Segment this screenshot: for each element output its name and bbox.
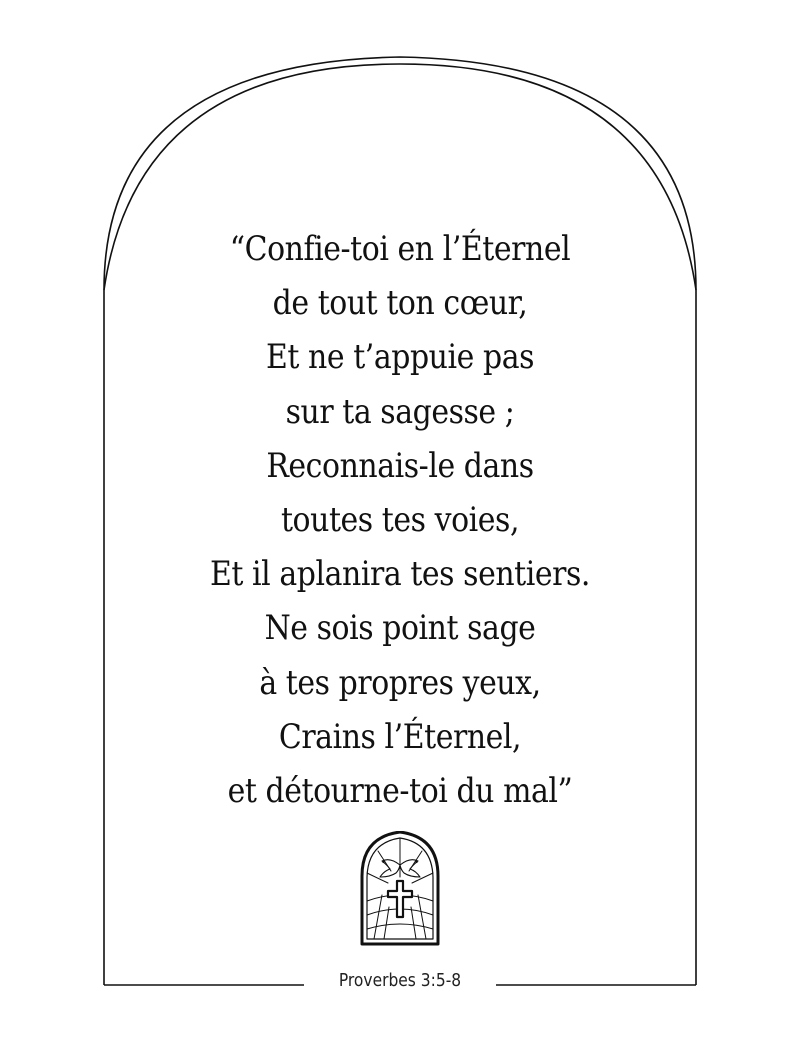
cross-icon xyxy=(388,881,412,917)
stained-glass-window-icon xyxy=(360,831,440,946)
scripture-verse xyxy=(120,222,680,818)
verse-line: Reconnais-le dans xyxy=(266,445,534,486)
verse-line: de tout ton cœur, xyxy=(272,283,528,324)
verse-line: Et ne t’appuie pas xyxy=(265,337,535,378)
verse-line: “Confie-toi en l’Éternel xyxy=(229,229,571,269)
dove-icon xyxy=(380,860,400,877)
verse-line: toutes tes voies, xyxy=(280,500,520,541)
scripture-reference: Proverbes 3:5-8 xyxy=(338,970,462,991)
verse-line: Crains l’Éternel, xyxy=(278,716,522,757)
dove-icon xyxy=(400,860,420,877)
verse-line: à tes propres yeux, xyxy=(259,662,541,703)
verse-line: sur ta sagesse ; xyxy=(285,391,515,432)
verse-line: et détourne-toi du mal” xyxy=(227,771,573,812)
verse-line: Ne sois point sage xyxy=(264,608,536,649)
verse-line: Et il aplanira tes sentiers. xyxy=(210,554,590,595)
